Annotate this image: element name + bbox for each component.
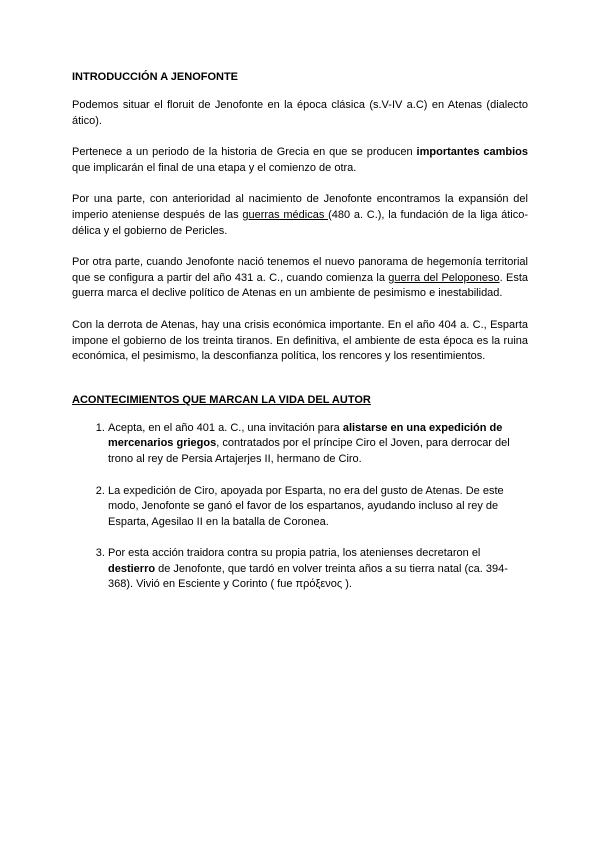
list-item bbox=[108, 546, 528, 593]
list-text: La expedición de Ciro, apoyada por Esparta, no era del gusto de Atenas. De este modo, Jenofonte se ganó el favor de los espartanos, ayudando incluso al rey de Esparta, Agesilao II en la batalla de Coronea. bbox=[108, 484, 504, 528]
list-item bbox=[108, 421, 528, 468]
paragraph-hegemonia bbox=[72, 255, 528, 302]
bold-phrase: importantes cambios bbox=[416, 146, 529, 159]
list-item bbox=[108, 484, 528, 531]
section-title-acontecimientos: ACONTECIMIENTOS QUE MARCAN LA VIDA DEL AUTOR bbox=[72, 393, 371, 406]
events-list bbox=[72, 421, 528, 593]
paragraph-floruit bbox=[72, 98, 528, 129]
underlined-phrase: guerras médicas bbox=[242, 208, 329, 221]
list-text: de Jenofonte, que tardó en volver treinta años a su tierra natal (ca. 394-368). Vivió en Esciente y Corinto ( fue πρόξενος ). bbox=[108, 562, 508, 591]
paragraph-text: Pertenece a un periodo de la historia de Grecia en que se producen bbox=[72, 146, 417, 159]
list-text: Acepta, en el año 401 a. C., una invitación para bbox=[108, 421, 343, 434]
paragraph-text: . Esta guerra marca el declive político de Atenas en un ambiente de pesimismo e inestabilidad. bbox=[72, 271, 528, 300]
paragraph-text: Por otra parte, cuando Jenofonte nació tenemos el nuevo panorama de hegemonía territorial que se configura a partir del año 431 a. C., cuando comienza la bbox=[72, 256, 528, 284]
underlined-phrase: guerra del Peloponeso bbox=[388, 271, 500, 284]
paragraph-crisis bbox=[72, 318, 528, 365]
bold-phrase: destierro bbox=[108, 562, 156, 575]
section-title-intro: INTRODUCCIÓN A JENOFONTE bbox=[72, 71, 239, 83]
paragraph-periodo bbox=[72, 145, 528, 176]
paragraph-text: (480 a. C.), la fundación de la liga ático-délica y el gobierno de Pericles. bbox=[72, 208, 528, 237]
paragraph-text: Por una parte, con anterioridad al nacimiento de Jenofonte encontramos la expansión del imperio ateniense después de las bbox=[72, 193, 528, 221]
bold-phrase: alistarse en una expedición de mercenarios griegos bbox=[108, 421, 503, 450]
paragraph-expansion bbox=[72, 192, 528, 239]
paragraph-text: Podemos situar el floruit de Jenofonte en la época clásica (s.V-IV a.C) en Atenas (dialecto ático). bbox=[72, 99, 528, 127]
paragraph-text: Con la derrota de Atenas, hay una crisis económica importante. En el año 404 a. C., Esparta impone el gobierno de los treinta tiranos. En definitiva, el ambiente de esta época es la ruina económica, el pesimismo, la desconfianza política, los rencores y los resentimientos. bbox=[72, 318, 528, 363]
list-text: Por esta acción traidora contra su propia patria, los atenienses decretaron el bbox=[108, 547, 481, 560]
paragraph-text: que implicarán el final de una etapa y el comienzo de otra. bbox=[72, 161, 357, 174]
list-text: , contratados por el príncipe Ciro el Joven, para derrocar del trono al rey de Persia Artajerjes II, hermano de Ciro. bbox=[108, 437, 510, 465]
